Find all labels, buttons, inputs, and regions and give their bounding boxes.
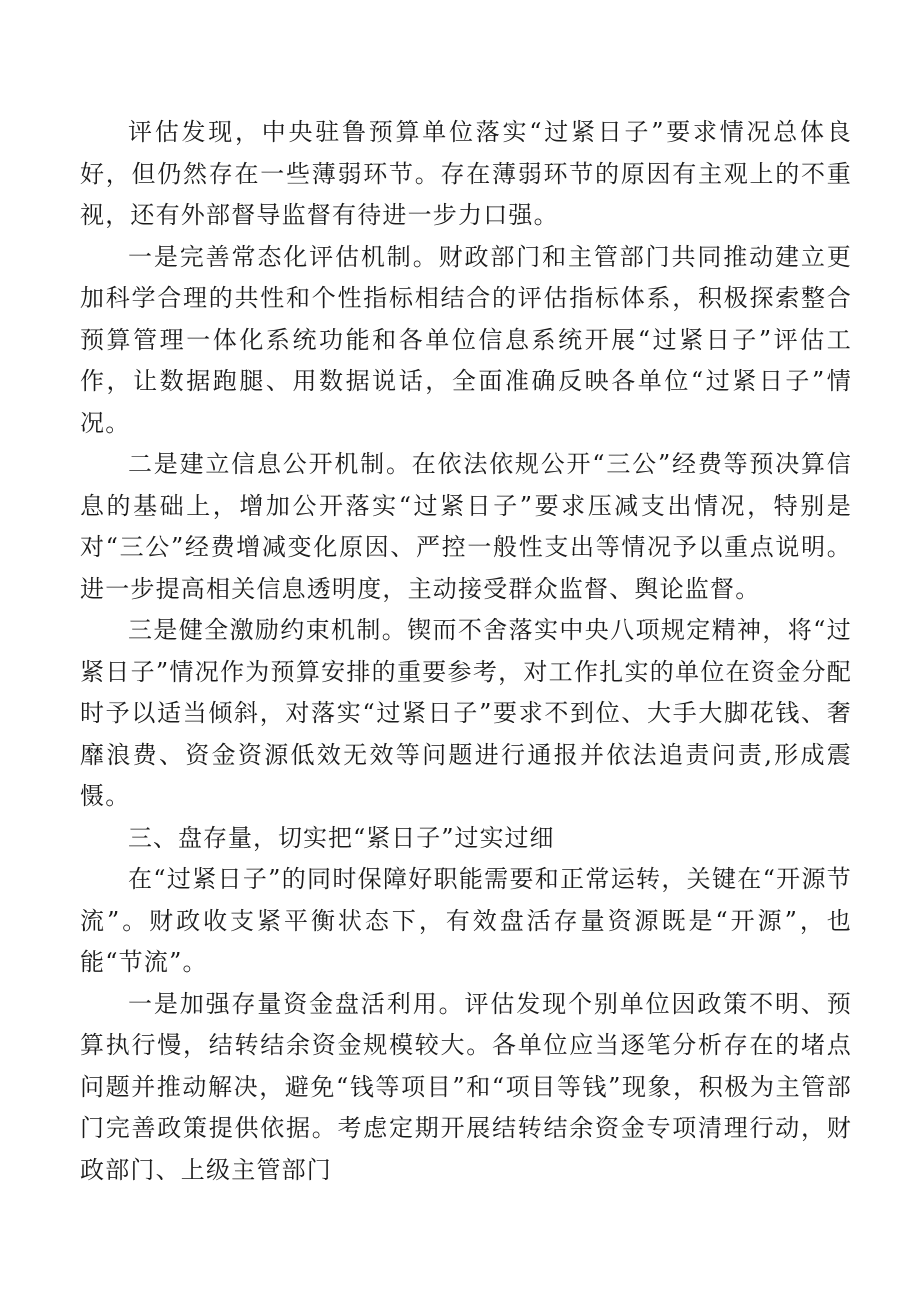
paragraph-assessment-findings: 评估发现，中央驻鲁预算单位落实“过紧日子”要求情况总体良好，但仍然存在一些薄弱环节。存在薄弱环节的原因有主观上的不重视，还有外部督导监督有待进一步力口强。 [80,118,852,229]
document-body [80,112,852,1191]
paragraph-evaluation-mechanism: 一是完善常态化评估机制。财政部门和主管部门共同推动建立更加科学合理的共性和个性指标相结合的评估指标体系，积极探索整合预算管理一体化系统功能和各单位信息系统开展“过紧日子”评估工作，让数据跑腿、用数据说话，全面准确反映各单位“过紧日子”情况。 [80,242,852,437]
paragraph-open-source-reduce-flow: 在“过紧日子”的同时保障好职能需要和正常运转，关键在“开源节流”。财政收支紧平衡状态下，有效盘活存量资源既是“开源”，也能“节流”。 [80,865,852,976]
paragraph-disclosure-mechanism: 二是建立信息公开机制。在依法依规公开“三公”经费等预决算信息的基础上，增加公开落实“过紧日子”要求压减支出情况，特别是对“三公”经费增减变化原因、严控一般性支出等情况予以重点说明。进一步提高相关信息透明度，主动接受群众监督、舆论监督。 [80,450,852,603]
section-heading-stock: 三、盘存量，切实把“紧日子”过实过细 [128,823,555,852]
paragraph-stock-funds: 一是加强存量资金盘活利用。评估发现个别单位因政策不明、预算执行慢，结转结余资金规模较大。各单位应当逐笔分析存在的堵点问题并推动解决，避免“钱等项目”和“项目等钱”现象，积极为主管部门完善政策提供依据。考虑定期开展结转结余资金专项清理行动，财政部门、上级主管部门 [80,989,852,1184]
paragraph-incentive-mechanism: 三是健全激励约束机制。锲而不舍落实中央八项规定精神，将“过紧日子”情况作为预算安排的重要参考，对工作扎实的单位在资金分配时予以适当倾斜，对落实“过紧日子”要求不到位、大手大脚花钱、奢靡浪费、资金资源低效无效等问题进行通报并依法追责问责,形成震慑。 [80,616,852,810]
